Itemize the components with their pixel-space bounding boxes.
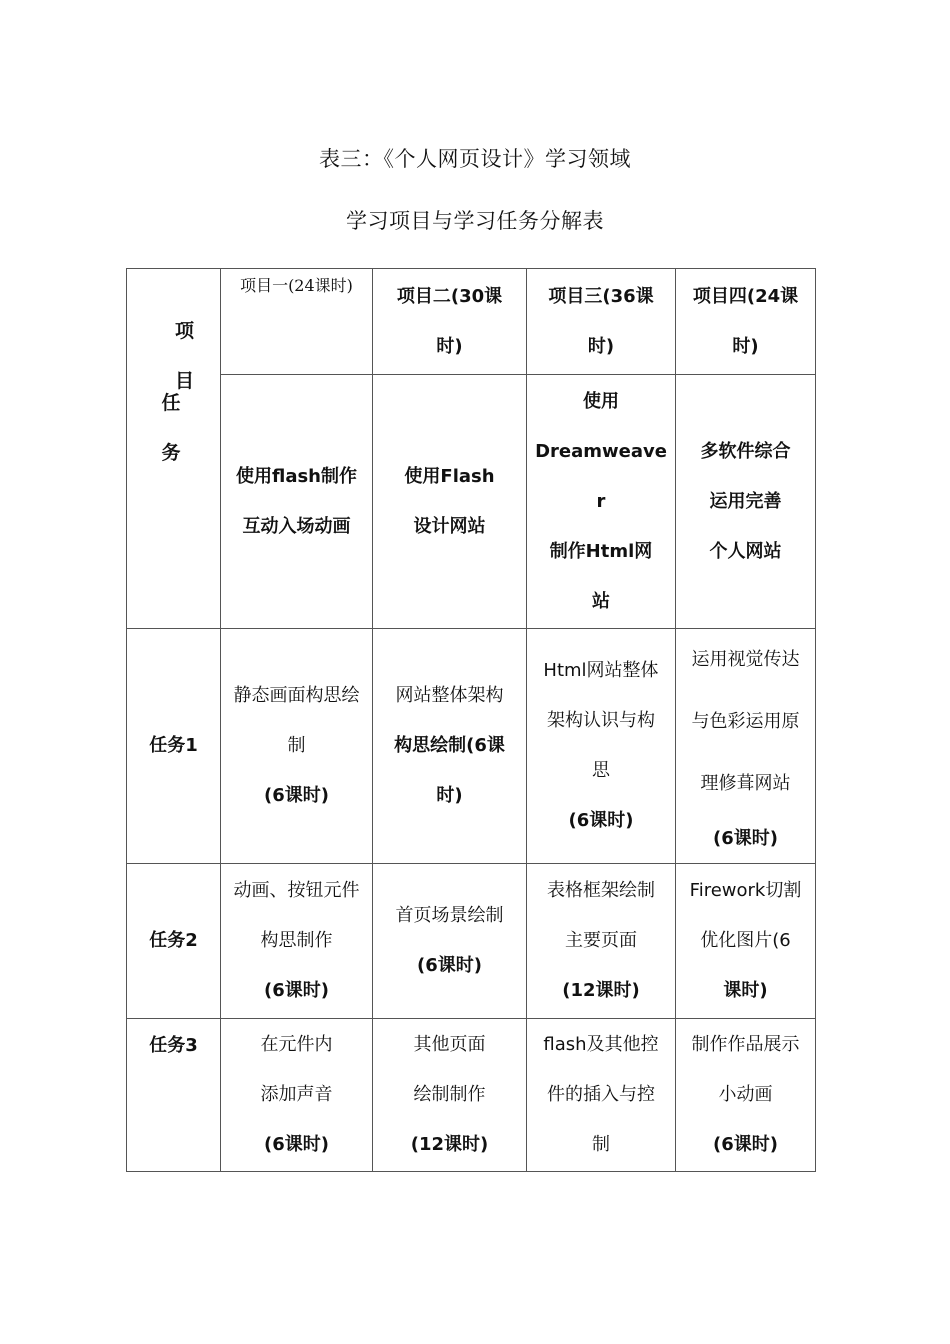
name-line: 使用flash制作 xyxy=(235,465,358,487)
name-line: 运用完善 xyxy=(709,490,782,512)
cell-hours: (12课时) xyxy=(562,980,640,1001)
cell-line: 添加声音 xyxy=(260,1084,333,1105)
header-line: 项目四(24课 xyxy=(692,285,799,307)
project-1-name xyxy=(221,375,373,629)
task-1-project-3 xyxy=(527,629,676,864)
cell-line: 静态画面构思绘 xyxy=(233,685,360,706)
cell-line: 构思制作 xyxy=(260,930,333,951)
cell-line: 理修葺网站 xyxy=(700,773,791,794)
project-4-header xyxy=(676,269,816,375)
cell-hours: (6课时) xyxy=(264,785,329,806)
cell-hours: (6课时) xyxy=(568,810,634,831)
cell-line: 架构认识与构 xyxy=(547,710,655,731)
header-line: 时) xyxy=(436,335,463,357)
cell-line: 绘制制作 xyxy=(413,1084,486,1105)
cell-line: 在元件内 xyxy=(260,1034,333,1055)
project-3-header xyxy=(527,269,676,375)
task-3-project-3 xyxy=(527,1019,676,1172)
project-4-name xyxy=(676,375,816,629)
name-line: 设计网站 xyxy=(413,515,486,537)
cell-hours: (6课时) xyxy=(713,828,778,849)
cell-line: 运用视觉传达 xyxy=(691,649,800,670)
cell-hours: (6课时) xyxy=(417,955,482,976)
header-line: 时) xyxy=(732,335,759,357)
task-breakdown-table xyxy=(126,268,816,1172)
document-subtitle: 学习项目与学习任务分解表 xyxy=(346,209,604,233)
task-3-label: 任务3 xyxy=(127,1019,221,1172)
project-2-header xyxy=(373,269,527,375)
corner-label-task: 任 务 xyxy=(161,392,195,464)
task-1-project-2 xyxy=(373,629,527,864)
cell-line: 网站整体架构 xyxy=(395,685,504,706)
cell-line: 主要页面 xyxy=(565,930,637,951)
cell-line: 小动画 xyxy=(718,1084,773,1105)
name-line: 个人网站 xyxy=(709,540,782,562)
task-3-project-2 xyxy=(373,1019,527,1172)
name-line: Dreamweave xyxy=(535,440,667,462)
project-1-header: 项目一(24课时) xyxy=(221,269,373,375)
task-2-project-4 xyxy=(676,864,816,1019)
task-1-project-4 xyxy=(676,629,816,864)
task-1-label: 任务1 xyxy=(127,629,221,864)
name-line: 站 xyxy=(592,590,610,612)
header-line: 项目三(36课 xyxy=(548,285,654,307)
cell-line: Firework切割 xyxy=(689,880,802,901)
cell-line: 与色彩运用原 xyxy=(691,711,800,732)
name-line: 互动入场动画 xyxy=(242,515,351,537)
cell-hours: 时) xyxy=(436,785,463,806)
name-line: 多软件综合 xyxy=(700,440,791,462)
task-3-project-1 xyxy=(221,1019,373,1172)
header-line: 时) xyxy=(587,335,615,357)
name-line: 制作Html网 xyxy=(549,540,653,562)
name-line: 使用Flash xyxy=(404,465,495,487)
task-2-label: 任务2 xyxy=(127,864,221,1019)
cell-line: 制 xyxy=(287,735,306,756)
task-3-project-4 xyxy=(676,1019,816,1172)
task-2-project-1 xyxy=(221,864,373,1019)
cell-hours: 课时) xyxy=(723,980,768,1001)
project-2-name xyxy=(373,375,527,629)
cell-line: 其他页面 xyxy=(413,1034,486,1055)
cell-line: Html网站整体 xyxy=(543,660,659,681)
cell-line: 优化图片(6 xyxy=(700,930,791,951)
name-line: r xyxy=(596,490,606,512)
cell-line: 思 xyxy=(592,760,610,781)
cell-hours: (6课时) xyxy=(264,980,329,1001)
cell-hours: (6课时) xyxy=(264,1134,329,1155)
cell-line: 制 xyxy=(592,1134,610,1155)
cell-line: 表格框架绘制 xyxy=(547,880,655,901)
cell-line: 动画、按钮元件 xyxy=(233,880,360,901)
name-line: 使用 xyxy=(583,390,619,412)
header-line: 项目二(30课 xyxy=(396,285,503,307)
task-2-project-3 xyxy=(527,864,676,1019)
cell-line: 构思绘制(6课 xyxy=(394,735,505,756)
cell-line: 件的插入与控 xyxy=(547,1084,655,1105)
corner-label-project: 项 目 xyxy=(174,320,208,392)
cell-line: 首页场景绘制 xyxy=(395,905,504,926)
task-1-project-1 xyxy=(221,629,373,864)
project-3-name xyxy=(527,375,676,629)
task-2-project-2 xyxy=(373,864,527,1019)
document-title: 表三：《个人网页设计》学习领域 xyxy=(319,147,631,171)
corner-cell xyxy=(127,269,221,629)
cell-hours: (6课时) xyxy=(713,1134,778,1155)
cell-line: flash及其他控 xyxy=(543,1034,659,1055)
cell-hours: (12课时) xyxy=(410,1134,489,1155)
cell-line: 制作作品展示 xyxy=(691,1034,800,1055)
